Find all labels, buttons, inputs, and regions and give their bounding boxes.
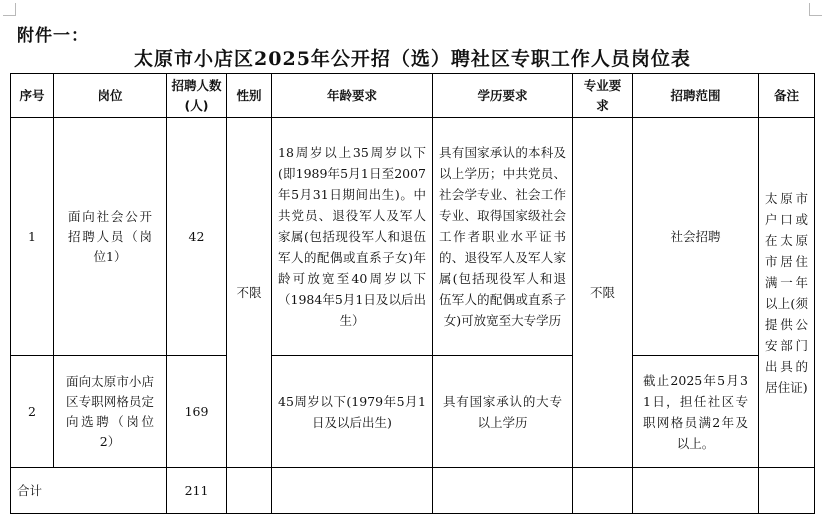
row1-age-text: 18周岁以上35周岁以下(即1989年5月1日至2007年5月31日期间出生)。中共党员、退役军人及军人家属(包括现役军人和退伍军人的配偶或直系子女)年龄可放宽至40周岁以下（1984年5月1日及以后出生） [278, 145, 426, 328]
total-empty-cell [573, 468, 633, 514]
row2-count: 169 [167, 356, 227, 468]
row2-age [272, 356, 433, 468]
total-empty-cell [272, 468, 433, 514]
total-empty-cell [433, 468, 573, 514]
row2-scope [633, 356, 759, 468]
total-count: 211 [167, 468, 227, 514]
row1-count: 42 [167, 118, 227, 356]
row2-position-text: 面向太原市小店区专职网格员定向选聘（岗位2） [66, 373, 154, 449]
row1-scope: 社会招聘 [633, 118, 759, 356]
row2-education [433, 356, 573, 468]
row1-index: 1 [11, 118, 54, 356]
header-age: 年龄要求 [272, 74, 433, 118]
row2-position [54, 356, 167, 468]
remark-text: 太原市户口或在太原市居住满一年以上(须提供公安部门出具的居住证) [765, 190, 808, 395]
row1-education-text: 具有国家承认的本科及以上学历；中共党员、社会学专业、社会工作专业、取得国家级社会工作者职业水平证书的、退役军人及军人家属(包括现役军人和退伍军人的配偶或直系子女)可放宽至大专学历 [439, 145, 566, 328]
total-row [11, 468, 815, 514]
total-empty-cell [759, 468, 815, 514]
row2-index: 2 [11, 356, 54, 468]
attachment-label: 附件一： [17, 26, 89, 46]
row1-age [272, 118, 433, 356]
total-label: 合计 [11, 468, 167, 514]
header-remark: 备注 [759, 74, 815, 118]
header-position: 岗位 [54, 74, 167, 118]
gender-cell: 不限 [227, 118, 272, 468]
row2-education-text: 具有国家承认的大专以上学历 [443, 393, 562, 430]
corner-crop-mark [3, 3, 16, 16]
page-title: 太原市小店区2025年公开招（选）聘社区专职工作人员岗位表 [134, 48, 691, 70]
table-row [11, 118, 815, 356]
header-count-text: 招聘人数(人) [171, 77, 222, 113]
positions-table [10, 73, 815, 514]
row2-scope-text: 截止2025年5月31日，担任社区专职网格员满2年及以上。 [643, 372, 748, 451]
header-count [167, 74, 227, 118]
row1-education [433, 118, 573, 356]
header-major [573, 74, 633, 118]
header-index: 序号 [11, 74, 54, 118]
row1-position [54, 118, 167, 356]
header-education: 学历要求 [433, 74, 573, 118]
row1-position-text: 面向社会公开招聘人员（岗位1） [68, 208, 152, 264]
header-scope: 招聘范围 [633, 74, 759, 118]
major-cell: 不限 [573, 118, 633, 468]
header-row [11, 74, 815, 118]
header-major-text: 专业要求 [583, 77, 622, 113]
total-empty-cell [227, 468, 272, 514]
total-empty-cell [633, 468, 759, 514]
table-row [11, 356, 815, 468]
corner-crop-mark [809, 3, 822, 16]
row2-age-text: 45周岁以下(1979年5月1日及以后出生) [278, 393, 426, 430]
remark-cell [759, 118, 815, 468]
header-gender: 性别 [227, 74, 272, 118]
